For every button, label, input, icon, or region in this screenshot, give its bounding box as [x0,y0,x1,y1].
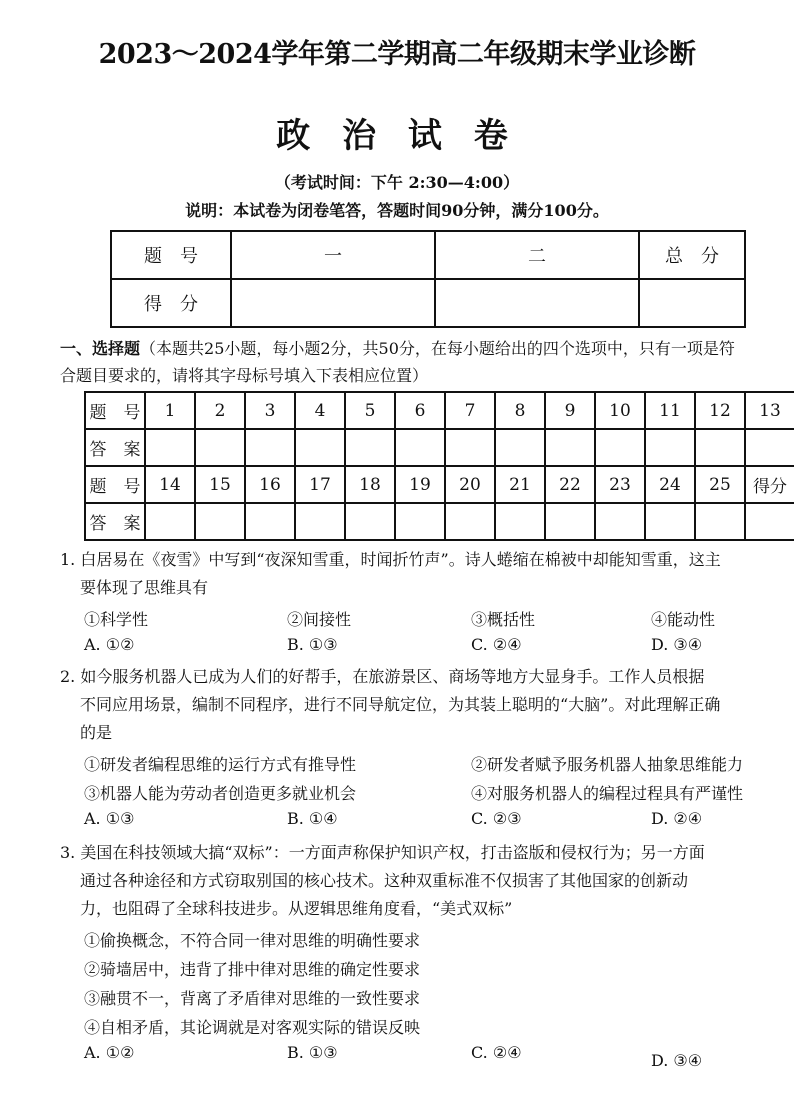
score-table [110,230,746,328]
answer-input-cell[interactable] [295,503,345,540]
exam-note: 说明：本试卷为闭卷笔答，答题时间90分钟，满分100分。 [185,201,609,220]
qnum-cell: 13 [745,392,794,429]
answer-choice[interactable]: A. ①② [84,635,135,654]
score-input-part1[interactable] [231,279,435,327]
question-stem-line: 不同应用场景，编制不同程序，进行不同导航定位，为其装上聪明的“大脑”。对此理解正确 [80,695,721,714]
answer-input-cell[interactable] [245,503,295,540]
answer-choice[interactable]: B. ①③ [287,635,338,654]
answer-choice[interactable]: C. ②③ [471,809,522,828]
qnum-cell: 23 [595,466,645,503]
answer-input-cell[interactable] [545,429,595,466]
score-input-part2[interactable] [435,279,639,327]
section-instructions-cont: 合题目要求的，请将其字母标号填入下表相应位置） [60,366,429,385]
qnum-cell: 5 [345,392,395,429]
question-stem-line: 要体现了思维具有 [80,578,209,597]
subject-title: 政 治 试 卷 [276,116,518,156]
qnum-cell: 18 [345,466,395,503]
answer-label: 答 案 [85,503,145,540]
qnum-cell: 6 [395,392,445,429]
score-cell-label: 题 号 [111,231,231,279]
qnum-cell: 19 [395,466,445,503]
answer-choice[interactable]: D. ③④ [651,635,703,654]
qnum-cell: 4 [295,392,345,429]
score-table-row-score [111,279,745,327]
answer-input-cell[interactable] [345,503,395,540]
statement-item: ④对服务机器人的编程过程具有严谨性 [471,784,744,803]
statement-item: ④自相矛盾，其论调就是对客观实际的错误反映 [84,1018,421,1037]
qnum-cell: 14 [145,466,195,503]
qnum-cell: 2 [195,392,245,429]
qnum-cell: 9 [545,392,595,429]
answer-choice[interactable]: A. ①② [84,1043,135,1062]
statement-item: ①研发者编程思维的运行方式有推导性 [84,755,357,774]
score-cell-part1: 一 [231,231,435,279]
answer-input-cell[interactable] [645,429,695,466]
statement-item: ③机器人能为劳动者创造更多就业机会 [84,784,357,803]
qnum-cell: 12 [695,392,745,429]
qnum-cell: 17 [295,466,345,503]
statement-item: ①科学性 [84,610,149,629]
answer-input-cell[interactable] [745,429,794,466]
score-row-label: 得 分 [111,279,231,327]
answer-choice[interactable]: B. ①④ [287,809,338,828]
answer-choice[interactable]: A. ①③ [84,809,135,828]
statement-item: ④能动性 [651,610,716,629]
answer-input-cell[interactable] [595,503,645,540]
exam-time: （考试时间：下午 2:30—4:00） [274,173,520,192]
answer-input-cell[interactable] [595,429,645,466]
answer-input-cell[interactable] [195,429,245,466]
score-table-row-header [111,231,745,279]
score-cell-part2: 二 [435,231,639,279]
answer-label: 答 案 [85,429,145,466]
answer-input-cell[interactable] [195,503,245,540]
statement-item: ③融贯不一，背离了矛盾律对思维的一致性要求 [84,989,421,1008]
qnum-cell: 3 [245,392,295,429]
qnum-cell: 7 [445,392,495,429]
answer-input-cell[interactable] [645,503,695,540]
qnum-cell: 20 [445,466,495,503]
section-instructions [60,336,735,359]
statement-item: ②骑墙居中，违背了排中律对思维的确定性要求 [84,960,421,979]
qnum-cell: 25 [695,466,745,503]
qnum-cell: 8 [495,392,545,429]
qnum-cell: 22 [545,466,595,503]
answer-choice[interactable]: C. ②④ [471,635,522,654]
answer-input-cell[interactable] [495,429,545,466]
qnum-label: 题 号 [85,392,145,429]
statement-item: ③概括性 [471,610,536,629]
answer-table-qnum-row [85,392,794,429]
answer-input-cell[interactable] [545,503,595,540]
section-heading: 一、选择题 [60,339,141,358]
statement-item: ②间接性 [287,610,352,629]
answer-table [84,391,794,541]
qnum-cell: 15 [195,466,245,503]
answer-input-cell[interactable] [395,429,445,466]
qnum-cell: 16 [245,466,295,503]
question-stem-line: 力，也阻碍了全球科技进步。从逻辑思维角度看，“美式双标” [80,899,513,918]
qnum-cell: 得分 [745,466,794,503]
qnum-cell: 10 [595,392,645,429]
qnum-cell: 11 [645,392,695,429]
question-stem-line: 通过各种途径和方式窃取别国的核心技术。这种双重标准不仅损害了其他国家的创新动 [80,871,689,890]
answer-table-answer-row [85,503,794,540]
question-stem-line: 1. 白居易在《夜雪》中写到“夜深知雪重，时闻折竹声”。诗人蜷缩在棉被中却能知雪重，这主 [60,550,721,569]
qnum-cell: 1 [145,392,195,429]
answer-input-cell[interactable] [745,503,794,540]
answer-table-answer-row [85,429,794,466]
exam-title: 2023～2024学年第二学期高二年级期末学业诊断 [98,39,696,70]
answer-input-cell[interactable] [695,429,745,466]
qnum-label: 题 号 [85,466,145,503]
answer-choice[interactable]: C. ②④ [471,1043,522,1062]
answer-choice[interactable]: D. ②④ [651,809,703,828]
answer-input-cell[interactable] [695,503,745,540]
score-input-total[interactable] [639,279,745,327]
answer-input-cell[interactable] [345,429,395,466]
statement-item: ②研发者赋予服务机器人抽象思维能力 [471,755,744,774]
qnum-cell: 24 [645,466,695,503]
answer-input-cell[interactable] [245,429,295,466]
statement-item: ①偷换概念，不符合同一律对思维的明确性要求 [84,931,421,950]
answer-choice[interactable]: B. ①③ [287,1043,338,1062]
answer-input-cell[interactable] [445,503,495,540]
answer-input-cell[interactable] [495,503,545,540]
answer-input-cell[interactable] [395,503,445,540]
question-stem-line: 3. 美国在科技领域大搞“双标”：一方面声称保护知识产权，打击盗版和侵权行为；另一方面 [60,843,705,862]
score-cell-total: 总 分 [639,231,745,279]
answer-choice[interactable]: D. ③④ [651,1051,703,1070]
question-stem-line: 的是 [80,723,113,742]
answer-table-qnum-row [85,466,794,503]
answer-input-cell[interactable] [295,429,345,466]
answer-input-cell[interactable] [445,429,495,466]
question-stem-line: 2. 如今服务机器人已成为人们的好帮手，在旅游景区、商场等地方大显身手。工作人员根据 [60,667,705,686]
qnum-cell: 21 [495,466,545,503]
section-instructions-text: （本题共25小题，每小题2分，共50分，在每小题给出的四个选项中，只有一项是符 [140,339,735,358]
answer-input-cell[interactable] [145,503,195,540]
answer-input-cell[interactable] [145,429,195,466]
